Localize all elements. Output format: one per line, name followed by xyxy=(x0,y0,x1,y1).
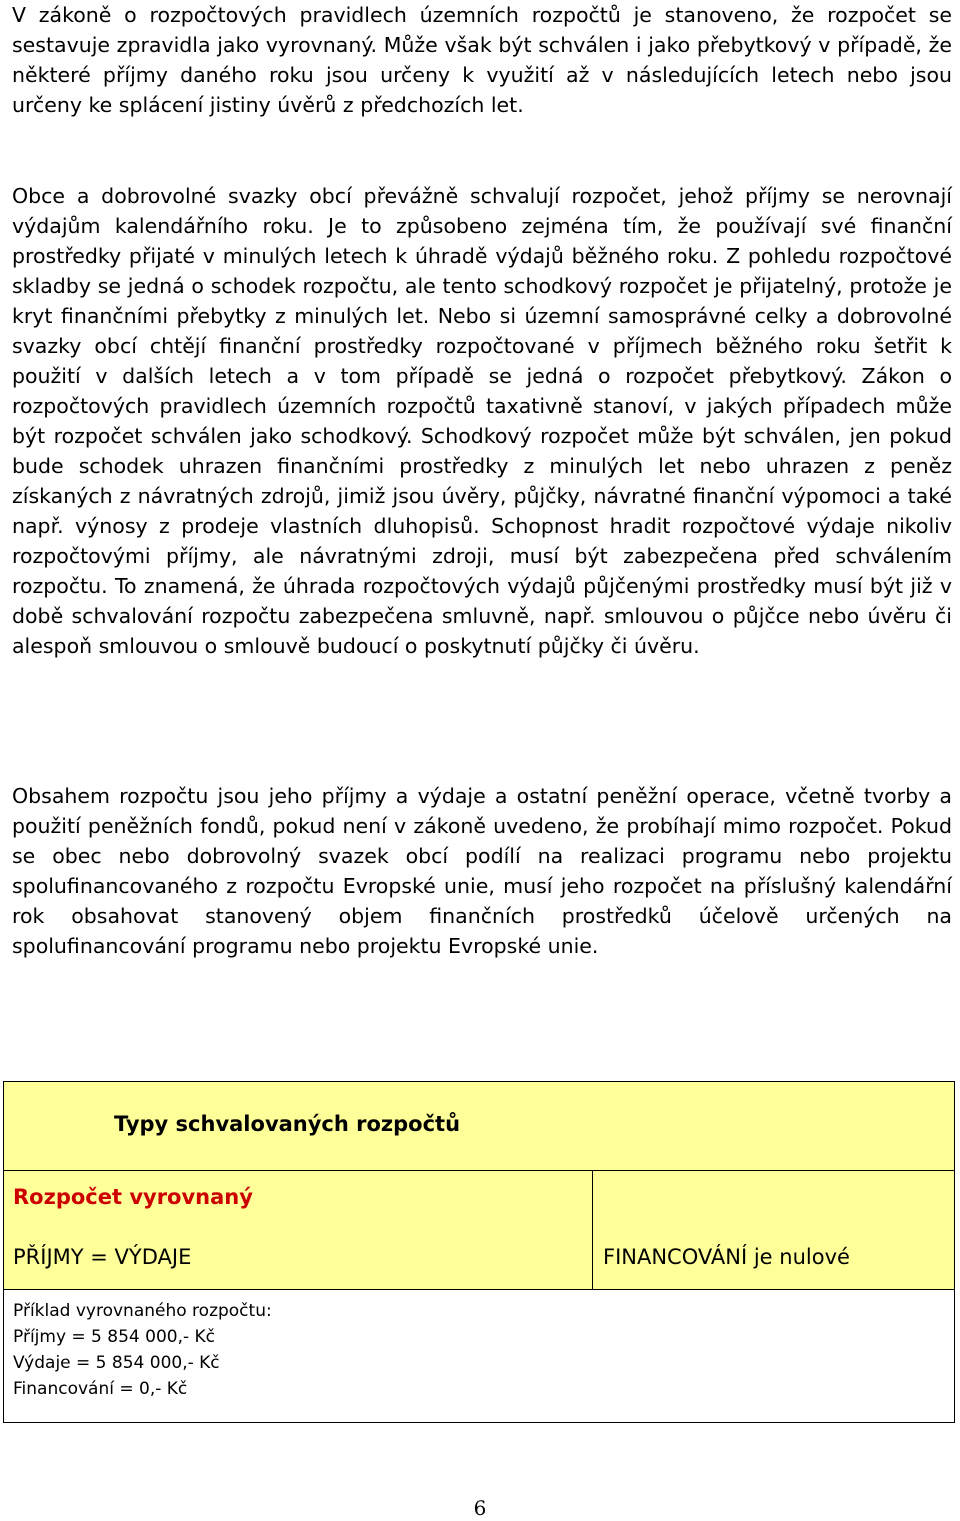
budget-kind-label: Rozpočet vyrovnaný xyxy=(13,1185,253,1209)
paragraph-deficit-budget: Obce a dobrovolné svazky obcí převážně schvalují rozpočet, jehož příjmy se nerovnají výdajům kalendářního roku. Je to způsobeno zejména tím, že používají své finanční prostředky přijaté v minulých letech k úhradě výdajů běžného roku. Z pohledu rozpočtové skladby se jedná o schodek rozpočtu, ale tento schodkový rozpočet je přijatelný, protože je kryt finančními přebytky z minulých let. Nebo si územní samosprávné celky a dobrovolné svazky obcí chtějí finanční prostředky rozpočtované v příjmech běžného roku šetřit k použití v dalších letech a v tom případě se jedná o rozpočet přebytkový. Zákon o rozpočtových pravidlech územních rozpočtů taxativně stanoví, v jakých případech může být rozpočet schválen jako schodkový. Schodkový rozpočet může být schválen, jen pokud bude schodek uhrazen finančními prostředky z minulých let nebo uhrazen z peněz získaných z návratných zdrojů, jimiž jsou úvěry, půjčky, návratné finanční výpomoci a také např. výnosy z prodeje vlastních dluhopisů. Schopnost hradit rozpočtové výdaje nikoliv rozpočtovými příjmy, ale návratnými zdroji, musí být zabezpečena před schválením rozpočtu. To znamená, že úhrada rozpočtových výdajů půjčenými prostředky musí být již v době schvalování rozpočtu zabezpečena smluvně, např. smlouvou o půjčce nebo úvěru či alespoň smlouvou o smlouvě budoucí o poskytnutí půjčky či úvěru. xyxy=(12,184,952,658)
budget-types-header xyxy=(4,1082,954,1170)
example-income: Příjmy = 5 854 000,- Kč xyxy=(13,1327,216,1347)
example-financing: Financování = 0,- Kč xyxy=(13,1379,188,1399)
example-title: Příklad vyrovnaného rozpočtu: xyxy=(13,1301,272,1321)
paragraph-budget-content: Obsahem rozpočtu jsou jeho příjmy a výdaje a ostatní peněžní operace, včetně tvorby a použití peněžních fondů, pokud není v zákoně uvedeno, že probíhají mimo rozpočet. Pokud se obec nebo dobrovolný svazek obcí podílí na realizaci programu nebo projektu spolufinancovaného z rozpočtu Evropské unie, musí jeho rozpočet na příslušný kalendářní rok obsahovat stanovený objem finančních prostředků účelově určených na spolufinancování programu nebo projektu Evropské unie. xyxy=(12,784,952,958)
example-expenses: Výdaje = 5 854 000,- Kč xyxy=(13,1353,220,1373)
example-block xyxy=(13,1298,272,1402)
paragraph-balanced-budget-law: V zákoně o rozpočtových pravidlech územních rozpočtů je stanoveno, že rozpočet se sestavuje zpravidla jako vyrovnaný. Může však být schválen i jako přebytkový v případě, že některé příjmy daného roku jsou určeny k využití až v následujících letech nebo jsou určeny ke splácení jistiny úvěrů z předchozích let. xyxy=(12,3,952,117)
budget-equation: PŘÍJMY = VÝDAJE xyxy=(13,1245,192,1269)
financing-note: FINANCOVÁNÍ je nulové xyxy=(603,1245,850,1269)
page-number: 6 xyxy=(473,1496,487,1520)
budget-types-title: Typy schvalovaných rozpočtů xyxy=(114,1112,461,1136)
column-divider xyxy=(592,1171,593,1289)
budget-types-box xyxy=(3,1081,955,1423)
balanced-budget-row xyxy=(4,1170,954,1290)
